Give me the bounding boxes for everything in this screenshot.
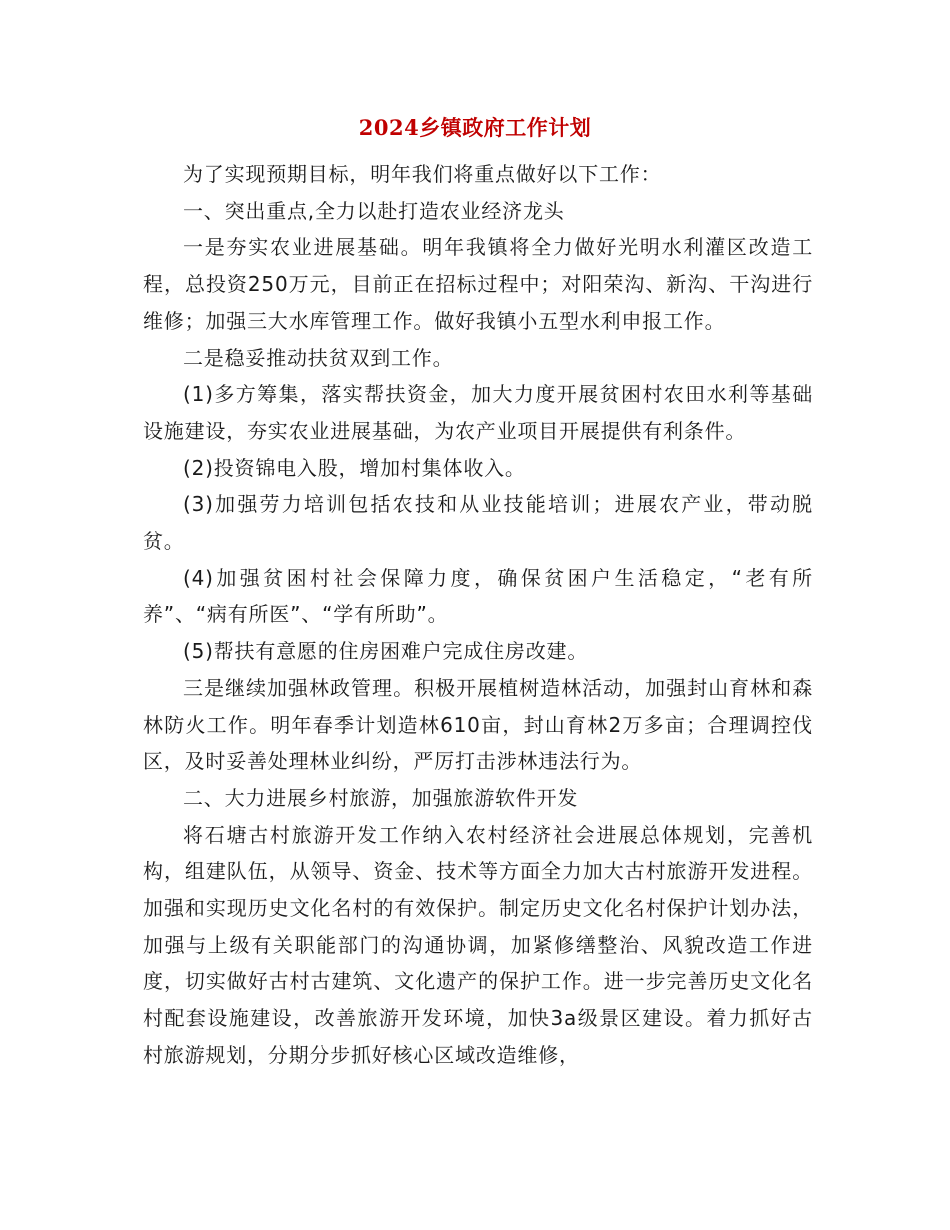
document-title: 2024乡镇政府工作计划 — [358, 115, 592, 140]
paragraph-intro: 为了实现预期目标，明年我们将重点做好以下工作： — [183, 162, 662, 186]
section-heading-1: 一、突出重点,全力以赴打造农业经济龙头 — [183, 198, 565, 223]
document-body — [143, 156, 813, 1074]
paragraph-agri-foundation: 一是夯实农业进展基础。明年我镇将全力做好光明水利灌区改造工程，总投资250万元，目前正在招标过程中；对阳荣沟、新沟、干沟进行维修；加强三大水库管理工作。做好我镇小五型水利申报工作。 — [143, 235, 813, 333]
list-item-4: (4)加强贫困村社会保障力度，确保贫困户生活稳定，“老有所养”、“病有所医”、“学有所助”。 — [143, 565, 813, 627]
section-heading-2: 二、大力进展乡村旅游，加强旅游软件开发 — [183, 785, 579, 810]
list-item-5: (5)帮扶有意愿的住房困难户完成住房改建。 — [183, 639, 589, 664]
paragraph-poverty-heading: 二是稳妥推动扶贫双到工作。 — [183, 345, 454, 370]
list-item-3: (3)加强劳力培训包括农技和从业技能培训；进展农产业，带动脱贫。 — [143, 492, 813, 554]
list-item-1: (1)多方筹集，落实帮扶资金，加大力度开展贫困村农田水利等基础设施建设，夯实农业进展基础，为农产业项目开展提供有利条件。 — [143, 382, 813, 443]
list-item-2: (2)投资锦电入股，增加村集体收入。 — [183, 455, 526, 480]
paragraph-tourism: 将石塘古村旅游开发工作纳入农村经济社会进展总体规划，完善机构，组建队伍，从领导、资金、技术等方面全力加大古村旅游开发进程。加强和实现历史文化名村的有效保护。制定历史文化名村保护计划办法，加强与上级有关职能部门的沟通协调，加紧修缮整治、风貌改造工作进度，切实做好古村古建筑、文化遗产的保护工作。进一步完善历史文化名村配套设施建设，改善旅游开发环境，加快3a级景区建设。着力抓好古村旅游规划，分期分步抓好核心区域改造维修， — [143, 822, 813, 1067]
paragraph-forestry: 三是继续加强林政管理。积极开展植树造林活动，加强封山育林和森林防火工作。明年春季计划造林610亩，封山育林2万多亩；合理调控伐区，及时妥善处理林业纠纷，严厉打击涉林违法行为。 — [143, 675, 813, 774]
